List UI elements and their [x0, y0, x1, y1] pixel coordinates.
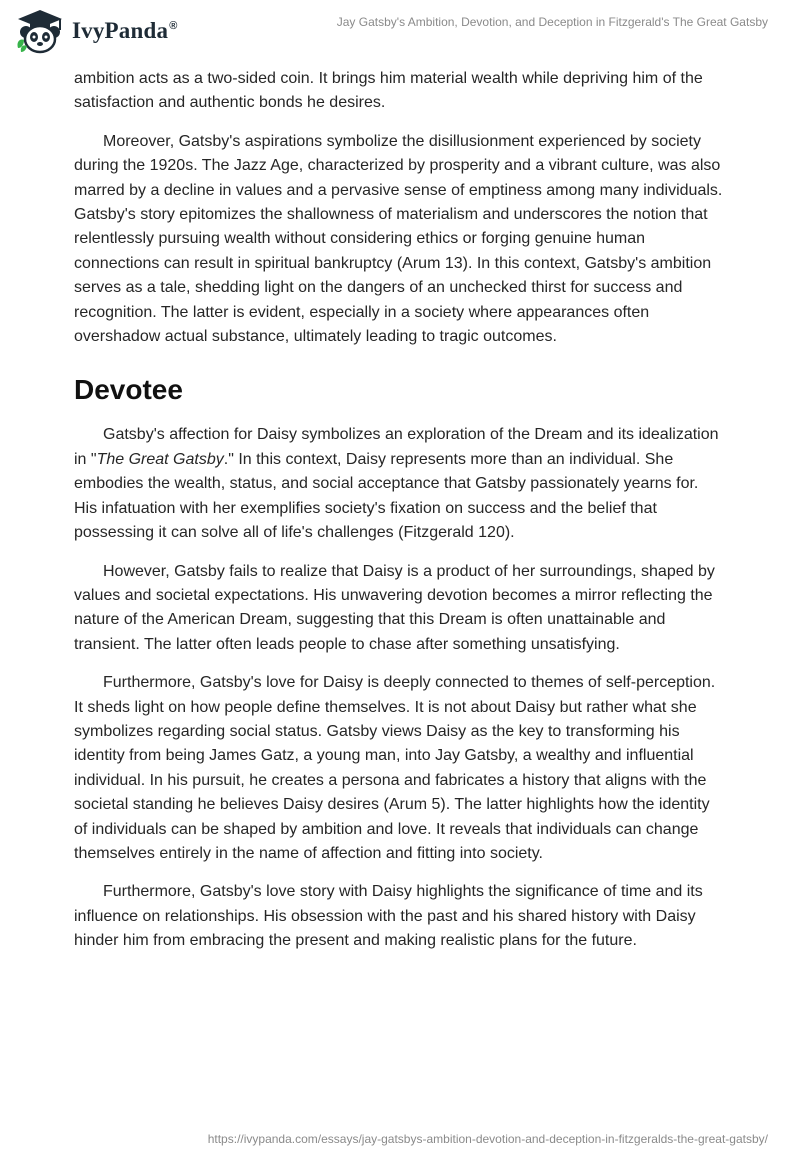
logo-wordmark: IvyPanda®	[72, 18, 178, 43]
page-header	[0, 0, 800, 64]
paragraph-continued: ambition acts as a two-sided coin. It brings him material wealth while depriving him of the satisfaction and authentic bonds he desires.	[74, 70, 703, 112]
paragraph-affection-for-daisy	[74, 423, 724, 545]
paragraph-text: Gatsby's affection for Daisy symbolizes an exploration of the Dream and its idealization in "	[74, 426, 719, 468]
paragraph-daisy-surroundings: However, Gatsby fails to realize that Daisy is a product of her surroundings, shaped by values and societal expectations. His unwavering devotion becomes a mirror reflecting the nature of the American Dream, suggesting that this Dream is often unattainable and transient. The latter often leads people to chase after something unsatisfying.	[74, 562, 715, 653]
book-title-italic: The Great Gatsby	[96, 450, 224, 468]
ivypanda-logo-link[interactable]	[14, 8, 178, 54]
paragraph-jazz-age: Moreover, Gatsby's aspirations symbolize the disillusionment experienced by society during the 1920s. The Jazz Age, characterized by prosperity and a vibrant culture, was also marred by a decline in values and a pervasive sense of emptiness among many individuals. Gatsby's story epitomizes the shallowness of materialism and underscores the notion that relentlessly pursuing wealth without considering ethics or forging genuine human connections can result in spiritual bankruptcy (Arum 13). In this context, Gatsby's ambition serves as a tale, shedding light on the dangers of an unchecked thirst for success and recognition. The latter is evident, especially in a society where appearances often overshadow actual substance, ultimately leading to tragic outcomes.	[74, 132, 723, 346]
essay-body	[74, 67, 724, 968]
paragraph-text: ." In this context, Daisy represents more than an individual. She embodies the wealth, status, and social acceptance that Gatsby passionately yearns for. His infatuation with her exemplifies society's fixation on success and the belief that possessing it can solve all of life's challenges (Fitzgerald 120).	[74, 450, 699, 542]
section-heading-devotee: Devotee	[74, 374, 183, 406]
source-url-link[interactable]: https://ivypanda.com/essays/jay-gatsbys-ambition-devotion-and-deception-in-fitzgeralds-the-great-gatsby/	[207, 1132, 768, 1146]
document-title: Jay Gatsby's Ambition, Devotion, and Deception in Fitzgerald's The Great Gatsby	[336, 15, 768, 29]
paragraph-time-relationships: Furthermore, Gatsby's love story with Daisy highlights the significance of time and its influence on relationships. His obsession with the past and his shared history with Daisy hinder him from embracing the present and making realistic plans for the future.	[74, 883, 703, 950]
paragraph-self-perception: Furthermore, Gatsby's love for Daisy is deeply connected to themes of self-perception. It sheds light on how people define themselves. It is not about Daisy but rather what she symbolizes regarding social status. Gatsby views Daisy as the key to transforming his identity from being James Gatz, a young man, into Jay Gatsby, a wealthy and influential individual. In his pursuit, he creates a persona and fabricates a history that aligns with the societal standing he believes Daisy desires (Arum 5). The latter highlights how the identity of individuals can be shaped by ambition and love. It reveals that individuals can change themselves entirely in the name of affection and fitting into society.	[74, 674, 716, 862]
panda-logo-icon	[14, 8, 66, 54]
